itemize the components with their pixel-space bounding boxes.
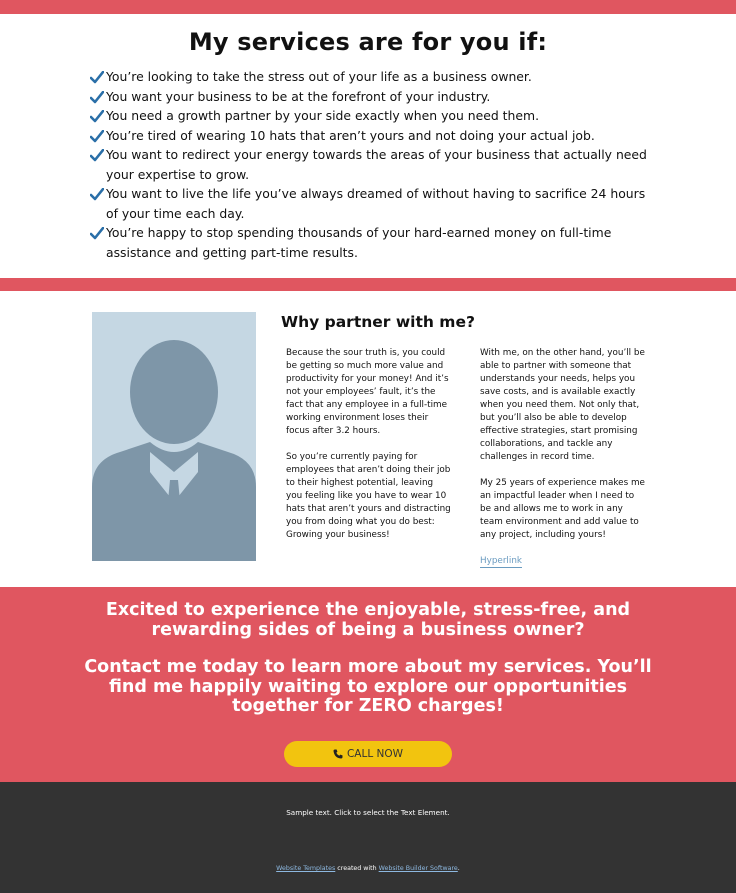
cta-text [80, 601, 656, 735]
services-title: My services are for you if: [188, 28, 548, 56]
services-list [90, 67, 650, 262]
left-text-column [286, 347, 451, 555]
call-now-button[interactable] [284, 741, 452, 767]
paragraph: So you’re currently paying for employees that aren’t doing their job to their highest potential, leaving you feeling like you have to wear 10 hats that aren’t yours and distracting you from doing what you do best: Growing your business! [286, 452, 451, 540]
website-templates-link[interactable]: Website Templates [276, 865, 336, 872]
paragraph: My 25 years of experience makes me an impactful leader when I need to be and allows me to work in any team environment and add value to any project, including yours! [480, 478, 645, 540]
list-item-text: You want to redirect your energy towards the areas of your business that actually need your expertise to grow. [106, 147, 647, 182]
credit-end: . [457, 865, 460, 872]
partner-title: Why partner with me? [281, 313, 475, 331]
footer-credit [0, 865, 736, 872]
list-item-text: You want your business to be at the forefront of your industry. [106, 88, 491, 104]
partner-section [0, 291, 736, 587]
cta-headline: Excited to experience the enjoyable, stress-free, and rewarding sides of being a business owner? [105, 600, 631, 640]
list-item [90, 223, 650, 262]
check-icon [90, 227, 104, 240]
website-builder-link[interactable]: Website Builder Software [378, 865, 458, 872]
hyperlink[interactable]: Hyperlink [480, 556, 522, 566]
call-now-label: CALL NOW [346, 748, 404, 760]
check-icon [90, 149, 104, 162]
phone-icon [333, 749, 343, 759]
paragraph: Because the sour truth is, you could be getting so much more value and productivity for your money! And it’s not your employees’ fault, it’s the fact that any employee in a full-time working environment loses their focus after 3.2 hours. [286, 348, 449, 436]
list-item-text: You want to live the life you’ve always dreamed of without having to sacrifice 24 hours of your time each day. [106, 186, 646, 221]
list-item-text: You’re tired of wearing 10 hats that aren’t yours and not doing your actual job. [106, 127, 595, 143]
check-icon [90, 71, 104, 84]
list-item-text: You need a growth partner by your side exactly when you need them. [106, 108, 540, 123]
right-text-column [480, 347, 645, 568]
footer-sample-text[interactable]: Sample text. Click to select the Text Element. [286, 808, 450, 817]
check-icon [90, 130, 104, 143]
cta-subheadline: Contact me today to learn more about my services. You’ll find me happily waiting to explore our opportunities together for ZERO charges! [84, 657, 652, 716]
check-icon [90, 91, 104, 104]
services-section [0, 14, 736, 278]
list-item [90, 184, 650, 223]
paragraph: With me, on the other hand, you’ll be able to partner with someone that understands your needs, helps you save costs, and is available exactly when you need them. Not only that, but you’ll also be able to develop effective strategies, start promising collaborations, and tackle any challenges in record time. [480, 348, 645, 462]
check-icon [90, 188, 104, 201]
middle-accent-bar [0, 278, 736, 291]
list-item-text: You’re happy to stop spending thousands of your hard-earned money on full-time assistance and getting part-time results. [106, 225, 612, 260]
list-item [90, 106, 650, 126]
list-item [90, 126, 650, 146]
check-icon [90, 110, 104, 123]
list-item-text: You’re looking to take the stress out of your life as a business owner. [106, 69, 532, 84]
list-item [90, 67, 650, 87]
person-silhouette-icon [92, 312, 256, 561]
credit-text: created with [335, 865, 379, 872]
list-item [90, 87, 650, 107]
cta-section [0, 587, 736, 782]
top-accent-bar [0, 0, 736, 14]
footer [0, 782, 736, 893]
list-item [90, 145, 650, 184]
